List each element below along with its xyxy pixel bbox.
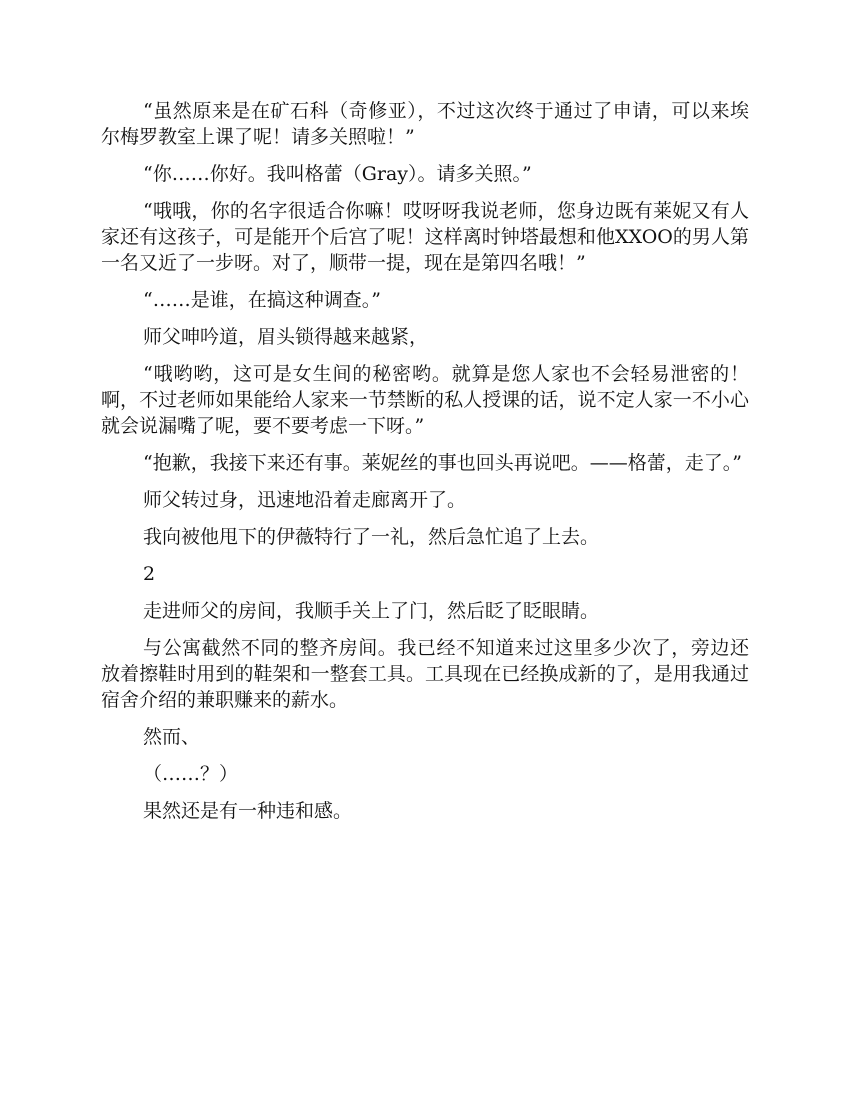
paragraph-14: 果然还是有一种违和感。 xyxy=(143,800,353,822)
paragraph-2: “你……你好。我叫格蕾（Gray）。请多关照。” xyxy=(143,163,532,185)
paragraph-10: 走进师父的房间，我顺手关上了门，然后眨了眨眼睛。 xyxy=(143,600,600,622)
paragraph-6: “哦哟哟，这可是女生间的秘密哟。就算是您人家也不会轻易泄密的！啊，不过老师如果能给人家来一节禁断的私人授课的话，说不定人家一不小心就会说漏嘴了呢，要不要考虑一下呀。” xyxy=(101,363,749,437)
paragraph-1: “虽然原来是在矿石科（奇修亚），不过这次终于通过了申请，可以来埃尔梅罗教室上课了呢！请多关照啦！” xyxy=(101,100,749,148)
paragraph-3: “哦哦，你的名字很适合你嘛！哎呀呀我说老师，您身边既有莱妮又有人家还有这孩子，可是能开个后宫了呢！这样离时钟塔最想和他XXOO的男人第一名又近了一步呀。对了，顺带一提，现在是第四名哦！” xyxy=(101,200,749,274)
paragraph-11: 与公寓截然不同的整齐房间。我已经不知道来过这里多少次了，旁边还放着擦鞋时用到的鞋架和一整套工具。工具现在已经换成新的了，是用我通过宿舍介绍的兼职赚来的薪水。 xyxy=(101,637,749,711)
paragraph-4: “……是谁，在搞这种调查。” xyxy=(143,289,381,311)
paragraph-13: （……？） xyxy=(143,763,239,785)
document-page xyxy=(101,98,749,835)
paragraph-9: 我向被他甩下的伊薇特行了一礼，然后急忙追了上去。 xyxy=(143,526,600,548)
paragraph-7: “抱歉，我接下来还有事。莱妮丝的事也回头再说吧。——格蕾，走了。” xyxy=(143,452,742,474)
section-number: 2 xyxy=(143,563,156,585)
paragraph-12: 然而、 xyxy=(143,726,201,748)
paragraph-5: 师父呻吟道，眉头锁得越来越紧， xyxy=(143,326,429,348)
paragraph-8: 师父转过身，迅速地沿着走廊离开了。 xyxy=(143,489,467,511)
